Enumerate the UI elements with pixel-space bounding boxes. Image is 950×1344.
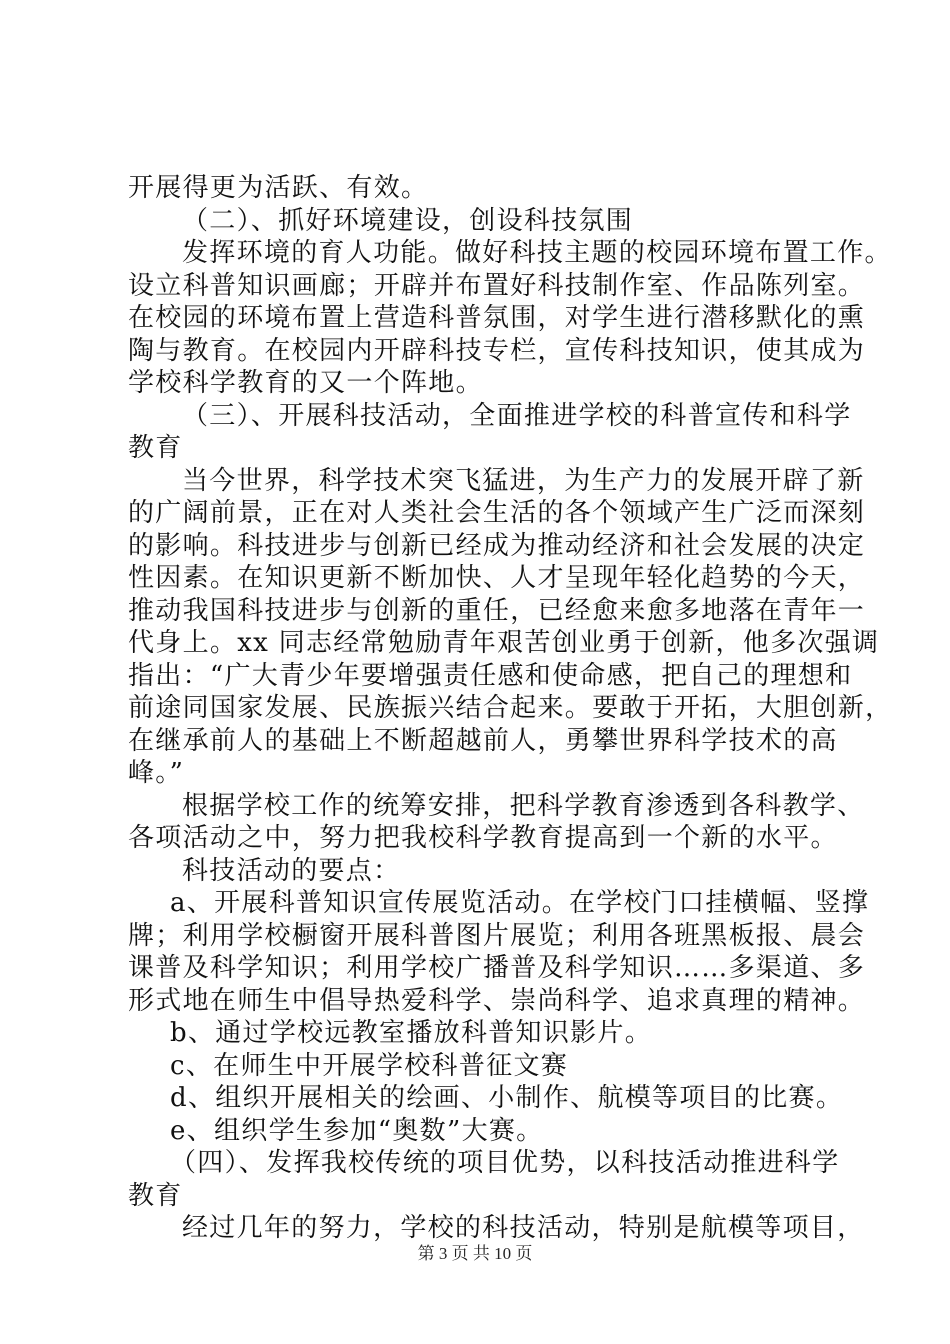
- text-line: 前途同国家发展、民族振兴结合起来。要敢于开拓，大胆创新，: [128, 693, 893, 723]
- text-line: 指出：“广大青少年要增强责任感和使命感，把自己的理想和: [128, 660, 853, 691]
- section-heading-continued: 教育: [128, 433, 183, 463]
- text-line: 的广阔前景，正在对人类社会生活的各个领域产生广泛而深刻: [128, 498, 866, 528]
- text-line: 经过几年的努力，学校的科技活动，特别是航模等项目，: [182, 1213, 865, 1243]
- text-line: 根据学校工作的统筹安排，把科学教育渗透到各科教学、: [182, 790, 865, 821]
- text-line: 学校科学教育的又一个阵地。: [128, 368, 483, 398]
- text-line: 在继承前人的基础上不断超越前人，勇攀世界科学技术的高: [128, 725, 838, 756]
- list-item: a、开展科普知识宣传展览活动。在学校门口挂横幅、竖撑: [170, 888, 870, 918]
- text-line: 代身上。xx 同志经常勉励青年艰苦创业勇于创新，他多次强调: [128, 628, 880, 658]
- text-line: 发挥环境的育人功能。做好科技主题的校园环境布置工作。: [182, 238, 892, 268]
- section-heading: （三）、开展科技活动，全面推进学校的科普宣传和科学: [182, 400, 852, 431]
- text-line: 性因素。在知识更新不断加快、人才呈现年轻化趋势的今天，: [128, 563, 866, 593]
- list-item: c、在师生中开展学校科普征文赛: [170, 1050, 569, 1081]
- section-heading: （四）、发挥我校传统的项目优势，以科技活动推进科学: [170, 1148, 840, 1178]
- text-line: 峰。”: [128, 758, 185, 788]
- section-heading: （二）、抓好环境建设，创设科技氛围: [182, 205, 634, 236]
- text-line: 在校园的环境布置上营造科普氛围，对学生进行潜移默化的熏: [128, 303, 866, 333]
- text-line: 推动我国科技进步与创新的重任，已经愈来愈多地落在青年一: [128, 595, 866, 626]
- body-text: [128, 172, 893, 1245]
- list-item: d、组织开展相关的绘画、小制作、航模等项目的比赛。: [170, 1083, 844, 1113]
- text-line: 形式地在师生中倡导热爱科学、崇尚科学、追求真理的精神。: [128, 985, 866, 1016]
- text-line: 陶与教育。在校园内开辟科技专栏，宣传科技知识，使其成为: [128, 335, 866, 366]
- section-heading-continued: 教育: [128, 1180, 183, 1211]
- text-line: 牌；利用学校橱窗开展科普图片展览；利用各班黑板报、晨会: [128, 920, 866, 951]
- list-item: b、通过学校远教室播放科普知识影片。: [170, 1018, 653, 1048]
- text-line: 设立科普知识画廊；开辟并布置好科技制作室、作品陈列室。: [128, 270, 866, 301]
- page-number: 第 3 页 共 10 页: [417, 1244, 533, 1263]
- text-line: 当今世界，科学技术突飞猛进，为生产力的发展开辟了新: [182, 465, 865, 496]
- text-line: 的影响。科技进步与创新已经成为推动经济和社会发展的决定: [128, 530, 866, 561]
- text-line: 课普及科学知识；利用学校广播普及科学知识……多渠道、多: [128, 953, 866, 983]
- text-line: 开展得更为活跃、有效。: [128, 173, 429, 203]
- list-item: e、组织学生参加“奥数”大赛。: [170, 1115, 544, 1146]
- text-line: 各项活动之中，努力把我校科学教育提高到一个新的水平。: [128, 823, 838, 853]
- list-heading: 科技活动的要点：: [182, 855, 401, 886]
